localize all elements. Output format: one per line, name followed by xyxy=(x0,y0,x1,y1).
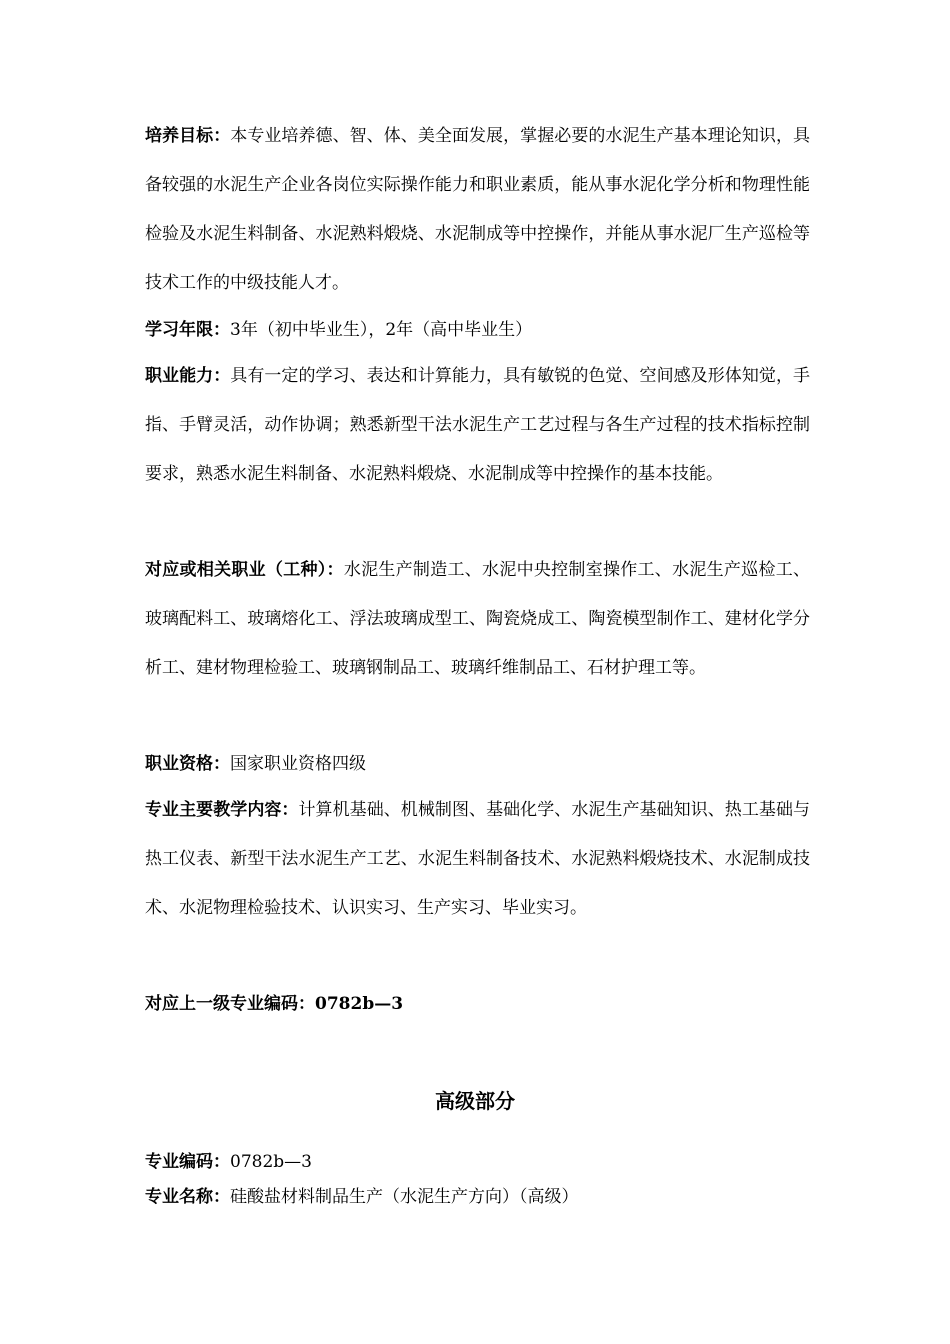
advanced-name-text: 硅酸盐材料制品生产（水泥生产方向）（高级） xyxy=(230,1187,579,1207)
advanced-code-text: 0782b—3 xyxy=(230,1152,312,1172)
curriculum-text: 计算机基础、机械制图、基础化学、水泥生产基础知识、热工基础与热工仪表、新型干法水泥生产工艺、水泥生料制备技术、水泥熟料煅烧技术、水泥制成技术、水泥物理检验技术、认识实习、生产实习、毕业实习。 xyxy=(145,800,811,918)
related-occupations-text: 水泥生产制造工、水泥中央控制室操作工、水泥生产巡检工、玻璃配料工、玻璃熔化工、浮法玻璃成型工、陶瓷烧成工、陶瓷模型制作工、建材化学分析工、建材物理检验工、玻璃钢制品工、玻璃纤维制品工、石材护理工等。 xyxy=(145,560,811,678)
upper-code-label: 对应上一级专业编码： xyxy=(145,994,315,1014)
curriculum-label: 专业主要教学内容： xyxy=(145,800,299,820)
training-goal-paragraph xyxy=(145,112,810,308)
advanced-code-paragraph xyxy=(145,1147,810,1177)
training-goal-label: 培养目标： xyxy=(145,126,231,146)
related-occupations-label: 对应或相关职业（工种）： xyxy=(145,560,344,580)
vocational-ability-text: 具有一定的学习、表达和计算能力，具有敏锐的色觉、空间感及形体知觉，手指、手臂灵活，动作协调；熟悉新型干法水泥生产工艺过程与各生产过程的技术指标控制要求，熟悉水泥生料制备、水泥熟料煅烧、水泥制成等中控操作的基本技能。 xyxy=(145,366,811,484)
training-goal-text: 本专业培养德、智、体、美全面发展，掌握必要的水泥生产基本理论知识，具备较强的水泥生产企业各岗位实际操作能力和职业素质，能从事水泥化学分析和物理性能检验及水泥生料制备、水泥熟料煅烧、水泥制成等中控操作，并能从事水泥厂生产巡检等技术工作的中级技能人才。 xyxy=(145,126,811,293)
upper-code-text: 0782b—3 xyxy=(315,994,404,1014)
curriculum-paragraph xyxy=(145,786,810,933)
advanced-name-paragraph xyxy=(145,1182,810,1212)
study-duration-label: 学习年限： xyxy=(145,320,230,340)
advanced-name-label: 专业名称： xyxy=(145,1187,230,1207)
related-occupations-paragraph xyxy=(145,546,810,693)
study-duration-paragraph xyxy=(145,306,810,355)
vocational-ability-label: 职业能力： xyxy=(145,366,231,386)
vocational-ability-paragraph xyxy=(145,352,810,499)
advanced-code-label: 专业编码： xyxy=(145,1152,230,1172)
upper-code-paragraph xyxy=(145,980,810,1029)
qualification-label: 职业资格： xyxy=(145,754,230,774)
study-duration-text: 3年（初中毕业生），2年（高中毕业生） xyxy=(230,320,533,340)
advanced-section-heading: 高级部分 xyxy=(435,1089,515,1113)
qualification-paragraph xyxy=(145,740,810,789)
qualification-text: 国家职业资格四级 xyxy=(230,754,366,774)
